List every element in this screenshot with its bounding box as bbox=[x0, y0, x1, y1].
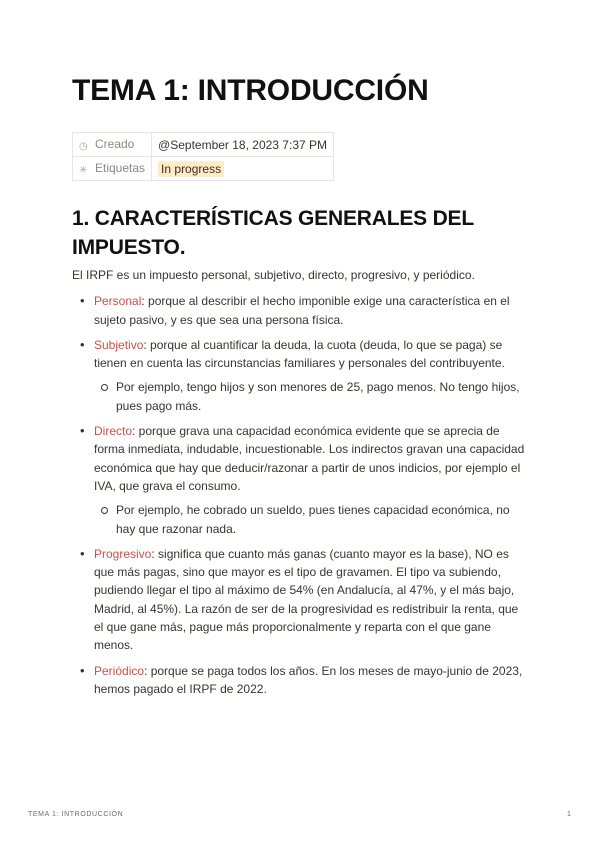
list-item bbox=[72, 545, 528, 655]
status-tag[interactable]: In progress bbox=[158, 161, 224, 177]
list-text: : porque al cuantificar la deuda, la cuota (deuda, lo que se paga) se tienen en cuenta las circunstancias familiares y personales del contribuyente. bbox=[94, 337, 505, 371]
list-keyword: Progresivo bbox=[94, 546, 152, 561]
list-keyword: Subjetivo bbox=[94, 337, 144, 352]
list-keyword: Directo bbox=[94, 424, 133, 439]
list-text: : porque al describir el hecho imponible exige una característica en el sujeto pasivo, y es que sea una persona física. bbox=[94, 294, 510, 327]
clock-icon: ◷ bbox=[79, 141, 88, 152]
list-keyword: Personal bbox=[94, 294, 142, 309]
sub-list bbox=[94, 378, 528, 415]
property-value: @September 18, 2023 7:37 PM bbox=[152, 133, 334, 157]
intro-paragraph: El IRPF es un impuesto personal, subjetivo, directo, progresivo, y periódico. bbox=[72, 268, 475, 282]
property-row-tags bbox=[73, 157, 334, 181]
list-keyword: Periódico bbox=[94, 663, 145, 678]
section-heading: 1. CARACTERÍSTICAS GENERALES DEL IMPUESTO. bbox=[72, 207, 474, 259]
list-item bbox=[72, 292, 528, 329]
list-text: : significa que cuanto más ganas (cuanto mayor es la base), NO es que más pagas, sino que mayor es el tipo de gravamen. El tipo va subiendo, pudiendo llegar el tipo al máximo de 54% (en Andalucía, al 47%, y el más bajo, Madrid, al 45%). La razón de ser de la progresividad es redistribuir la renta, que el que gane más, pague más proporcionalmente y reparta con el que gane menos. bbox=[94, 546, 519, 653]
page-title: TEMA 1: INTRODUCCIÓN bbox=[72, 74, 429, 107]
list-item bbox=[72, 662, 528, 699]
list-item bbox=[72, 422, 528, 538]
sub-list bbox=[94, 501, 528, 538]
list-text: : porque grava una capacidad económica evidente que se aprecia de forma inmediata, indudable, incuestionable. Los indirectos gravan una capacidad económica que hay que deducir/razonar a partir de unos indicios, por ejemplo el IVA, que grava el consumo. bbox=[94, 424, 525, 493]
section-content bbox=[72, 266, 528, 705]
footer-title: TEMA 1: INTRODUCCIÓN bbox=[28, 811, 124, 818]
sub-list-item: Por ejemplo, tengo hijos y son menores de 25, pago menos. No tengo hijos, pues pago más. bbox=[94, 378, 528, 415]
property-key: Etiquetas bbox=[95, 161, 146, 175]
list-item bbox=[72, 336, 528, 415]
property-key: Creado bbox=[95, 137, 135, 151]
characteristics-list bbox=[72, 292, 528, 698]
sub-list-item: Por ejemplo, he cobrado un sueldo, pues tienes capacidad económica, no hay que razonar nada. bbox=[94, 501, 528, 538]
properties-table bbox=[72, 132, 334, 181]
list-text: : porque se paga todos los años. En los meses de mayo-junio de 2023, hemos pagado el IRPF de 2022. bbox=[94, 663, 523, 696]
property-row-created bbox=[73, 133, 334, 157]
loading-icon: ✳ bbox=[79, 165, 88, 176]
page-number: 1 bbox=[567, 811, 572, 818]
